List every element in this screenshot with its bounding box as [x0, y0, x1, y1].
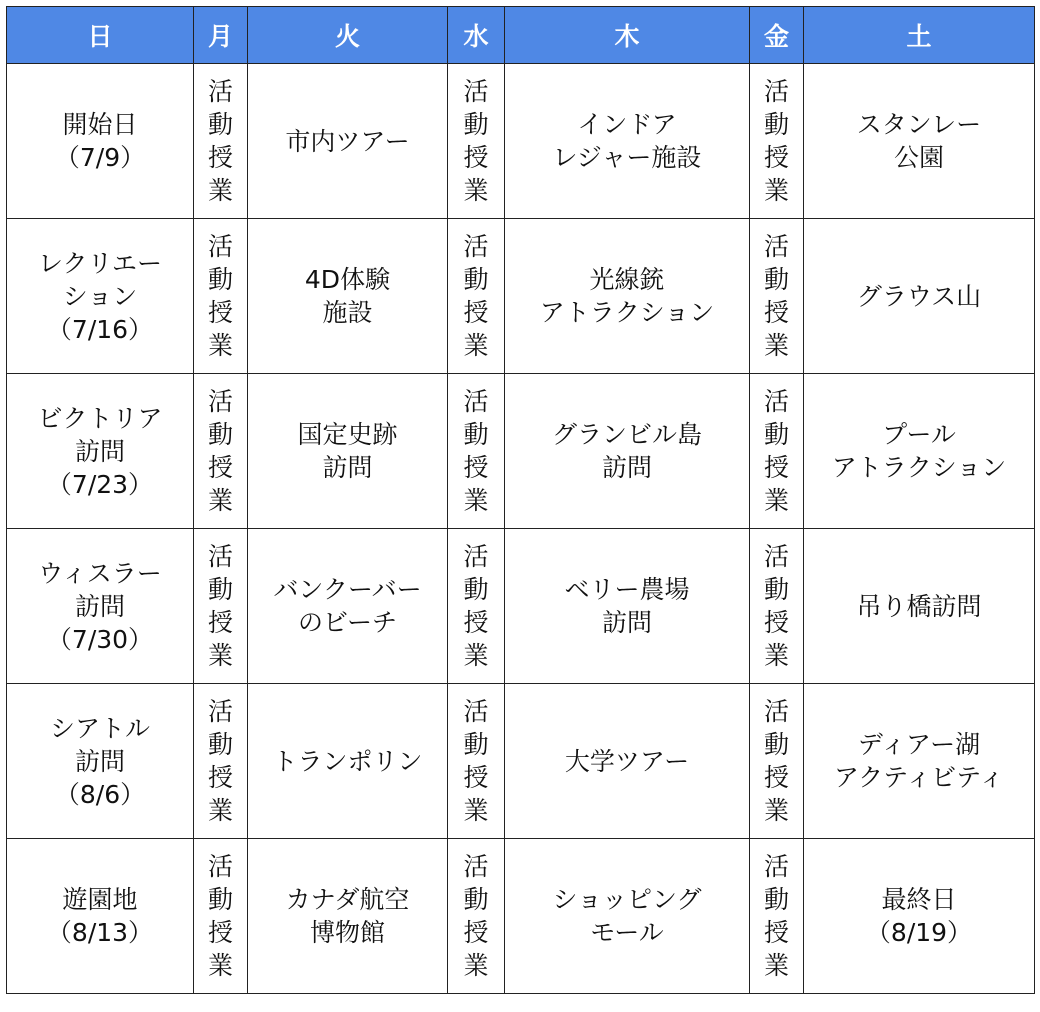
tuesday-cell: [248, 839, 448, 994]
saturday-cell: [804, 64, 1035, 219]
activity-lesson-label: 活動授業: [463, 77, 489, 205]
cell-text: 光線銃 アトラクション: [539, 265, 715, 327]
monday-activity-cell: [194, 529, 248, 684]
activity-lesson-label: 活動授業: [463, 542, 489, 670]
tuesday-cell: [248, 64, 448, 219]
thursday-cell: [505, 219, 750, 374]
saturday-cell: [804, 374, 1035, 529]
activity-lesson-label: 活動授業: [763, 852, 789, 980]
activity-lesson-label: 活動授業: [763, 387, 789, 515]
activity-lesson-label: 活動授業: [207, 77, 233, 205]
friday-activity-cell: [750, 64, 804, 219]
cell-text: グラウス山: [856, 281, 982, 311]
cell-text: 最終日 （8/19）: [865, 885, 973, 947]
header-wednesday: 水: [448, 7, 505, 64]
friday-activity-cell: [750, 219, 804, 374]
cell-text: 大学ツアー: [564, 746, 690, 776]
tuesday-cell: [248, 219, 448, 374]
thursday-cell: [505, 374, 750, 529]
header-thursday: 木: [505, 7, 750, 64]
week-row: [7, 529, 1035, 684]
cell-text: グランビル島 訪問: [551, 420, 702, 482]
wednesday-activity-cell: [448, 374, 505, 529]
friday-activity-cell: [750, 529, 804, 684]
sunday-cell: [7, 839, 194, 994]
cell-text: ショッピング モール: [552, 885, 702, 947]
monday-activity-cell: [194, 684, 248, 839]
sunday-cell: [7, 64, 194, 219]
activity-lesson-label: 活動授業: [763, 697, 789, 825]
thursday-cell: [505, 64, 750, 219]
monday-activity-cell: [194, 374, 248, 529]
sunday-cell: [7, 374, 194, 529]
cell-text: 市内ツアー: [285, 126, 410, 156]
monday-activity-cell: [194, 839, 248, 994]
activity-lesson-label: 活動授業: [463, 697, 489, 825]
header-sunday: 日: [7, 7, 194, 64]
cell-text: トランポリン: [272, 746, 423, 776]
tuesday-cell: [248, 684, 448, 839]
activity-lesson-label: 活動授業: [207, 232, 233, 360]
week-row: [7, 684, 1035, 839]
cell-text: 遊園地 （8/13）: [46, 885, 154, 947]
week-row: [7, 374, 1035, 529]
cell-text: ビクトリア 訪問 （7/23）: [37, 403, 163, 499]
cell-text: ウィスラー 訪問 （7/30）: [38, 558, 162, 654]
sunday-cell: [7, 684, 194, 839]
cell-text: 国定史跡 訪問: [297, 420, 398, 482]
friday-activity-cell: [750, 684, 804, 839]
wednesday-activity-cell: [448, 684, 505, 839]
thursday-cell: [505, 839, 750, 994]
activity-lesson-label: 活動授業: [207, 542, 233, 670]
header-friday: 金: [750, 7, 804, 64]
header-saturday: 土: [804, 7, 1035, 64]
cell-text: インドア レジャー施設: [552, 110, 702, 172]
sunday-cell: [7, 219, 194, 374]
cell-text: 開始日 （7/9）: [54, 110, 146, 172]
thursday-cell: [505, 684, 750, 839]
activity-lesson-label: 活動授業: [763, 77, 789, 205]
week-row: [7, 64, 1035, 219]
activity-lesson-label: 活動授業: [207, 387, 233, 515]
header-monday: 月: [194, 7, 248, 64]
week-row: [7, 839, 1035, 994]
tuesday-cell: [248, 374, 448, 529]
cell-text: シアトル 訪問 （8/6）: [49, 713, 150, 809]
sunday-cell: [7, 529, 194, 684]
week-row: [7, 219, 1035, 374]
cell-text: プール アトラクション: [831, 420, 1007, 482]
saturday-cell: [804, 684, 1035, 839]
wednesday-activity-cell: [448, 839, 505, 994]
cell-text: 4D体験 施設: [304, 265, 391, 327]
cell-text: ディアー湖 アクティビティ: [833, 730, 1005, 792]
cell-text: ベリー農場 訪問: [564, 575, 690, 637]
wednesday-activity-cell: [448, 64, 505, 219]
activity-lesson-label: 活動授業: [463, 387, 489, 515]
friday-activity-cell: [750, 839, 804, 994]
thursday-cell: [505, 529, 750, 684]
monday-activity-cell: [194, 219, 248, 374]
header-row: [7, 7, 1035, 64]
tuesday-cell: [248, 529, 448, 684]
wednesday-activity-cell: [448, 529, 505, 684]
monday-activity-cell: [194, 64, 248, 219]
header-tuesday: 火: [248, 7, 448, 64]
cell-text: バンクーバー のビーチ: [273, 575, 422, 637]
activity-lesson-label: 活動授業: [207, 697, 233, 825]
friday-activity-cell: [750, 374, 804, 529]
activity-lesson-label: 活動授業: [763, 232, 789, 360]
cell-text: 吊り橋訪問: [856, 591, 982, 621]
saturday-cell: [804, 529, 1035, 684]
activity-lesson-label: 活動授業: [763, 542, 789, 670]
activity-lesson-label: 活動授業: [207, 852, 233, 980]
activity-lesson-label: 活動授業: [463, 232, 489, 360]
activity-lesson-label: 活動授業: [463, 852, 489, 980]
cell-text: スタンレー 公園: [856, 110, 982, 172]
cell-text: レクリエー ション （7/16）: [37, 248, 162, 344]
wednesday-activity-cell: [448, 219, 505, 374]
saturday-cell: [804, 219, 1035, 374]
saturday-cell: [804, 839, 1035, 994]
cell-text: カナダ航空 博物館: [285, 885, 410, 947]
weekly-schedule-table: [6, 6, 1035, 994]
